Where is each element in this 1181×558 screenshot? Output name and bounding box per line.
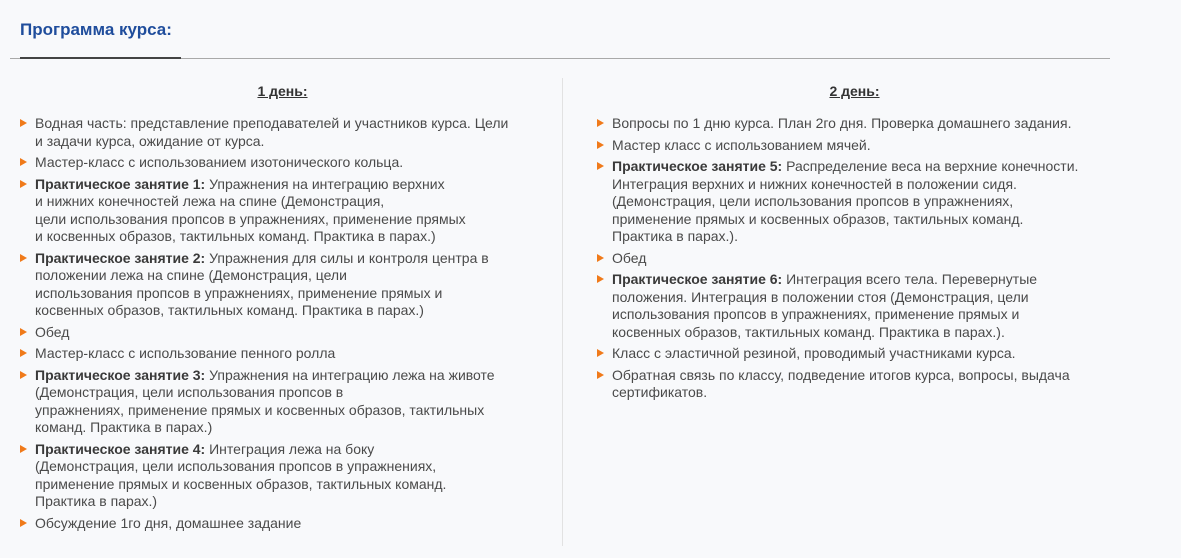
day-heading: 1 день: (257, 83, 308, 99)
bullet-arrow-icon (20, 519, 27, 527)
item-text: Мастер класс с использованием мячей. (612, 136, 871, 153)
bullet-arrow-icon (597, 119, 604, 127)
item-text: Интеграция всего тела. Перевернутые положения. Интеграция в положении стоя (Демонстрация, цели использования пропсов в упражнениях, применение прямых и косвенных образов, тактильных команд. Практика в парах.). (612, 271, 1038, 340)
list-item (597, 137, 1112, 155)
list-item (597, 271, 1112, 341)
bullet-arrow-icon (597, 371, 604, 379)
column-divider (562, 78, 563, 546)
item-text: Упражнения на интеграцию верхних и нижних конечностей лежа на спине (Демонстрация, цели использования пропсов в упражнениях, применение прямых и косвенных образов, тактильных команд. Практика в парах.) (35, 175, 466, 244)
day-1-column (20, 83, 545, 536)
list-item (20, 115, 545, 150)
list-item (20, 324, 545, 342)
list-item (20, 367, 545, 437)
item-text: Упражнения для силы и контроля центра в положении лежа на спине (Демонстрация, цели использования пропсов в упражнениях, применение прямых и косвенных образов, тактильных команд. Практика в парах.) (35, 249, 489, 318)
item-text: Класс с эластичной резиной, проводимый участниками курса. (612, 345, 1016, 361)
day-2-column (597, 83, 1112, 406)
session-label: Практическое занятие 2: (35, 249, 206, 266)
item-text: Водная часть: представление преподавателей и участников курса. Цели и задачи курса, ожидание от курса. (35, 115, 509, 149)
bullet-arrow-icon (597, 349, 604, 357)
bullet-arrow-icon (20, 371, 27, 379)
bullet-arrow-icon (20, 445, 27, 453)
list-item (20, 250, 545, 320)
list-item (20, 154, 545, 172)
bullet-arrow-icon (597, 254, 604, 262)
session-label: Практическое занятие 6: (612, 271, 783, 287)
list-item (597, 115, 1112, 133)
item-text: Вопросы по 1 дню курса. План 2го дня. Проверка домашнего задания. (612, 115, 1072, 131)
bullet-arrow-icon (597, 275, 604, 283)
bullet-arrow-icon (20, 349, 27, 357)
list-item (597, 250, 1112, 268)
bullet-arrow-icon (20, 158, 27, 166)
list-item (20, 441, 545, 511)
item-text: Обсуждение 1го дня, домашнее задание (35, 514, 302, 531)
item-text: Интеграция лежа на боку (Демонстрация, цели использования пропсов в упражнениях, применение прямых и косвенных образов, тактильных команд. Практика в парах.) (35, 440, 447, 509)
bullet-arrow-icon (20, 254, 27, 262)
session-label: Практическое занятие 4: (35, 440, 206, 457)
session-label: Практическое занятие 1: (35, 175, 206, 192)
item-text: Упражнения на интеграцию лежа на животе (Демонстрация, цели использования пропсов в упражнениях, применение прямых и косвенных образов, тактильных команд. Практика в парах.) (35, 366, 495, 435)
day-1-list (20, 115, 545, 532)
bullet-arrow-icon (597, 162, 604, 170)
list-item (20, 176, 545, 246)
page-title: Программа курса: (20, 20, 172, 39)
session-label: Практическое занятие 3: (35, 366, 206, 383)
item-text: Распределение веса на верхние конечности. Интеграция верхних и нижних конечностей в положении сидя. (Демонстрация, цели использования пропсов в упражнениях, применение прямых и косвенных образов, тактильных команд. Практика в парах.). (612, 158, 1079, 244)
item-text: Обратная связь по классу, подведение итогов курса, вопросы, выдача сертификатов. (612, 366, 1070, 400)
bullet-arrow-icon (20, 180, 27, 188)
item-text: Мастер-класс с использованием изотонического кольца. (35, 154, 404, 170)
item-text: Обед (35, 323, 70, 340)
bullet-arrow-icon (20, 328, 27, 336)
list-item (597, 345, 1112, 363)
list-item (597, 367, 1112, 402)
list-item (20, 345, 545, 363)
day-heading: 2 день: (829, 83, 880, 99)
list-item (20, 515, 545, 533)
day-2-list (597, 115, 1112, 402)
item-text: Обед (612, 249, 647, 266)
session-label: Практическое занятие 5: (612, 158, 783, 174)
active-tab-underline (20, 57, 181, 59)
bullet-arrow-icon (597, 141, 604, 149)
list-item (597, 158, 1112, 246)
bullet-arrow-icon (20, 119, 27, 127)
item-text: Мастер-класс с использование пенного ролла (35, 345, 336, 361)
